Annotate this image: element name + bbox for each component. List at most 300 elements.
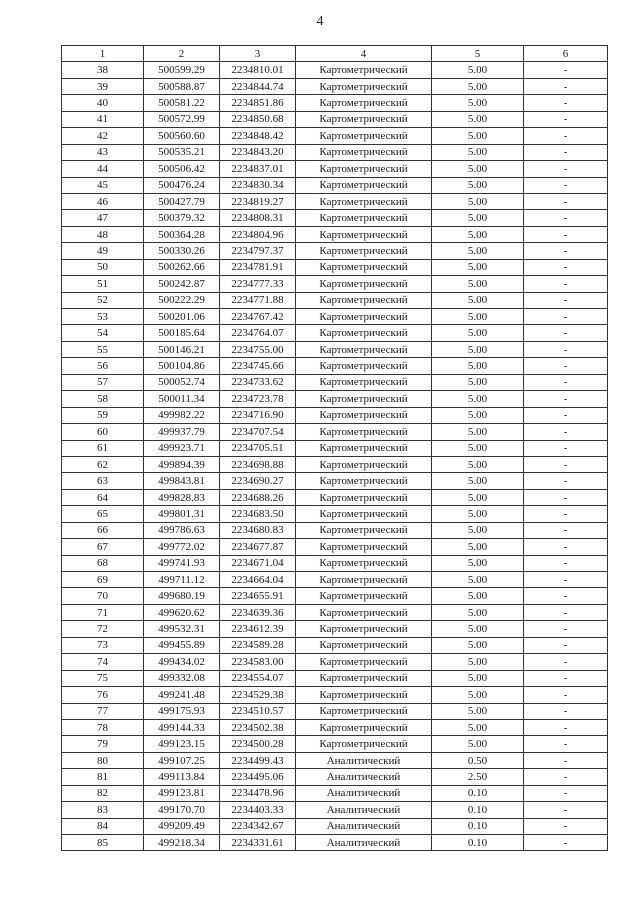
table-row [62, 341, 608, 357]
x-coordinate-cell: 499218.34 [144, 835, 220, 851]
point-number-cell: 85 [62, 835, 144, 851]
note-cell: - [524, 621, 608, 637]
x-coordinate-cell: 500146.21 [144, 341, 220, 357]
y-coordinate-cell: 2234850.68 [220, 111, 296, 127]
note-cell: - [524, 128, 608, 144]
table-row [62, 670, 608, 686]
table-row [62, 325, 608, 341]
column-header-2: 2 [144, 46, 220, 62]
point-number-cell: 63 [62, 473, 144, 489]
x-coordinate-cell: 499107.25 [144, 752, 220, 768]
note-cell: - [524, 210, 608, 226]
accuracy-cell: 5.00 [432, 62, 524, 78]
method-cell: Картометрический [296, 555, 432, 571]
point-number-cell: 58 [62, 391, 144, 407]
method-cell: Картометрический [296, 111, 432, 127]
note-cell: - [524, 555, 608, 571]
point-number-cell: 39 [62, 78, 144, 94]
accuracy-cell: 5.00 [432, 177, 524, 193]
y-coordinate-cell: 2234478.96 [220, 785, 296, 801]
x-coordinate-cell: 500427.79 [144, 193, 220, 209]
accuracy-cell: 5.00 [432, 506, 524, 522]
table-row [62, 424, 608, 440]
y-coordinate-cell: 2234767.42 [220, 309, 296, 325]
note-cell: - [524, 193, 608, 209]
accuracy-cell: 5.00 [432, 555, 524, 571]
accuracy-cell: 5.00 [432, 539, 524, 555]
note-cell: - [524, 489, 608, 505]
note-cell: - [524, 161, 608, 177]
point-number-cell: 43 [62, 144, 144, 160]
note-cell: - [524, 177, 608, 193]
method-cell: Картометрический [296, 473, 432, 489]
header-row [62, 46, 608, 62]
point-number-cell: 41 [62, 111, 144, 127]
note-cell: - [524, 144, 608, 160]
table-row [62, 226, 608, 242]
point-number-cell: 70 [62, 588, 144, 604]
x-coordinate-cell: 499923.71 [144, 440, 220, 456]
x-coordinate-cell: 500185.64 [144, 325, 220, 341]
note-cell: - [524, 687, 608, 703]
accuracy-cell: 5.00 [432, 440, 524, 456]
table-row [62, 555, 608, 571]
table-row [62, 752, 608, 768]
point-number-cell: 75 [62, 670, 144, 686]
y-coordinate-cell: 2234683.50 [220, 506, 296, 522]
point-number-cell: 79 [62, 736, 144, 752]
point-number-cell: 76 [62, 687, 144, 703]
note-cell: - [524, 703, 608, 719]
accuracy-cell: 5.00 [432, 604, 524, 620]
note-cell: - [524, 95, 608, 111]
accuracy-cell: 5.00 [432, 391, 524, 407]
y-coordinate-cell: 2234819.27 [220, 193, 296, 209]
point-number-cell: 46 [62, 193, 144, 209]
column-header-5: 5 [432, 46, 524, 62]
x-coordinate-cell: 499241.48 [144, 687, 220, 703]
table-row [62, 309, 608, 325]
point-number-cell: 65 [62, 506, 144, 522]
method-cell: Картометрический [296, 193, 432, 209]
point-number-cell: 56 [62, 358, 144, 374]
x-coordinate-cell: 499332.08 [144, 670, 220, 686]
accuracy-cell: 5.00 [432, 637, 524, 653]
method-cell: Картометрический [296, 407, 432, 423]
accuracy-cell: 5.00 [432, 128, 524, 144]
note-cell: - [524, 818, 608, 834]
method-cell: Картометрический [296, 62, 432, 78]
note-cell: - [524, 276, 608, 292]
method-cell: Картометрический [296, 144, 432, 160]
note-cell: - [524, 226, 608, 242]
method-cell: Картометрический [296, 687, 432, 703]
point-number-cell: 61 [62, 440, 144, 456]
y-coordinate-cell: 2234755.00 [220, 341, 296, 357]
column-header-6: 6 [524, 46, 608, 62]
table-row [62, 506, 608, 522]
accuracy-cell: 5.00 [432, 95, 524, 111]
y-coordinate-cell: 2234331.61 [220, 835, 296, 851]
point-number-cell: 53 [62, 309, 144, 325]
table-row [62, 687, 608, 703]
x-coordinate-cell: 500476.24 [144, 177, 220, 193]
point-number-cell: 49 [62, 243, 144, 259]
y-coordinate-cell: 2234797.37 [220, 243, 296, 259]
y-coordinate-cell: 2234808.31 [220, 210, 296, 226]
table-row [62, 769, 608, 785]
method-cell: Картометрический [296, 259, 432, 275]
accuracy-cell: 0.50 [432, 752, 524, 768]
point-number-cell: 67 [62, 539, 144, 555]
accuracy-cell: 5.00 [432, 703, 524, 719]
method-cell: Аналитический [296, 785, 432, 801]
point-number-cell: 80 [62, 752, 144, 768]
accuracy-cell: 5.00 [432, 670, 524, 686]
point-number-cell: 40 [62, 95, 144, 111]
y-coordinate-cell: 2234716.90 [220, 407, 296, 423]
note-cell: - [524, 654, 608, 670]
table-row [62, 259, 608, 275]
accuracy-cell: 5.00 [432, 374, 524, 390]
accuracy-cell: 5.00 [432, 736, 524, 752]
accuracy-cell: 5.00 [432, 621, 524, 637]
method-cell: Картометрический [296, 325, 432, 341]
x-coordinate-cell: 499937.79 [144, 424, 220, 440]
note-cell: - [524, 473, 608, 489]
y-coordinate-cell: 2234403.33 [220, 802, 296, 818]
table-row [62, 621, 608, 637]
point-number-cell: 57 [62, 374, 144, 390]
x-coordinate-cell: 500330.26 [144, 243, 220, 259]
point-number-cell: 47 [62, 210, 144, 226]
table-row [62, 719, 608, 735]
table-row [62, 78, 608, 94]
point-number-cell: 52 [62, 292, 144, 308]
table-row [62, 177, 608, 193]
point-number-cell: 38 [62, 62, 144, 78]
method-cell: Картометрический [296, 78, 432, 94]
y-coordinate-cell: 2234639.36 [220, 604, 296, 620]
accuracy-cell: 5.00 [432, 276, 524, 292]
table-row [62, 210, 608, 226]
method-cell: Аналитический [296, 802, 432, 818]
method-cell: Картометрический [296, 637, 432, 653]
method-cell: Картометрический [296, 391, 432, 407]
method-cell: Картометрический [296, 604, 432, 620]
table-row [62, 802, 608, 818]
y-coordinate-cell: 2234342.67 [220, 818, 296, 834]
y-coordinate-cell: 2234745.66 [220, 358, 296, 374]
x-coordinate-cell: 500588.87 [144, 78, 220, 94]
y-coordinate-cell: 2234844.74 [220, 78, 296, 94]
method-cell: Картометрический [296, 177, 432, 193]
point-number-cell: 48 [62, 226, 144, 242]
table-row [62, 818, 608, 834]
accuracy-cell: 5.00 [432, 292, 524, 308]
y-coordinate-cell: 2234848.42 [220, 128, 296, 144]
note-cell: - [524, 243, 608, 259]
method-cell: Картометрический [296, 440, 432, 456]
table-row [62, 144, 608, 160]
note-cell: - [524, 111, 608, 127]
method-cell: Аналитический [296, 835, 432, 851]
note-cell: - [524, 572, 608, 588]
x-coordinate-cell: 499772.02 [144, 539, 220, 555]
x-coordinate-cell: 499801.31 [144, 506, 220, 522]
point-number-cell: 71 [62, 604, 144, 620]
x-coordinate-cell: 499170.70 [144, 802, 220, 818]
accuracy-cell: 5.00 [432, 144, 524, 160]
table-row [62, 374, 608, 390]
x-coordinate-cell: 499455.89 [144, 637, 220, 653]
point-number-cell: 42 [62, 128, 144, 144]
y-coordinate-cell: 2234707.54 [220, 424, 296, 440]
y-coordinate-cell: 2234583.00 [220, 654, 296, 670]
table-row [62, 193, 608, 209]
note-cell: - [524, 769, 608, 785]
y-coordinate-cell: 2234804.96 [220, 226, 296, 242]
table-row [62, 522, 608, 538]
note-cell: - [524, 785, 608, 801]
x-coordinate-cell: 499620.62 [144, 604, 220, 620]
note-cell: - [524, 835, 608, 851]
accuracy-cell: 5.00 [432, 226, 524, 242]
table-body [62, 62, 608, 851]
x-coordinate-cell: 499123.81 [144, 785, 220, 801]
accuracy-cell: 5.00 [432, 489, 524, 505]
y-coordinate-cell: 2234554.07 [220, 670, 296, 686]
table-row [62, 243, 608, 259]
note-cell: - [524, 752, 608, 768]
accuracy-cell: 0.10 [432, 835, 524, 851]
accuracy-cell: 5.00 [432, 424, 524, 440]
note-cell: - [524, 802, 608, 818]
accuracy-cell: 2.50 [432, 769, 524, 785]
y-coordinate-cell: 2234764.07 [220, 325, 296, 341]
x-coordinate-cell: 499680.19 [144, 588, 220, 604]
column-header-4: 4 [296, 46, 432, 62]
accuracy-cell: 0.10 [432, 802, 524, 818]
x-coordinate-cell: 499786.63 [144, 522, 220, 538]
table-row [62, 161, 608, 177]
table-row [62, 111, 608, 127]
table-row [62, 604, 608, 620]
table-row [62, 785, 608, 801]
y-coordinate-cell: 2234589.28 [220, 637, 296, 653]
column-header-3: 3 [220, 46, 296, 62]
method-cell: Картометрический [296, 654, 432, 670]
point-number-cell: 74 [62, 654, 144, 670]
table-row [62, 637, 608, 653]
table-row [62, 292, 608, 308]
y-coordinate-cell: 2234495.06 [220, 769, 296, 785]
accuracy-cell: 5.00 [432, 456, 524, 472]
note-cell: - [524, 588, 608, 604]
y-coordinate-cell: 2234502.38 [220, 719, 296, 735]
point-number-cell: 64 [62, 489, 144, 505]
table-row [62, 588, 608, 604]
note-cell: - [524, 62, 608, 78]
note-cell: - [524, 341, 608, 357]
method-cell: Картометрический [296, 539, 432, 555]
x-coordinate-cell: 499532.31 [144, 621, 220, 637]
note-cell: - [524, 325, 608, 341]
y-coordinate-cell: 2234771.88 [220, 292, 296, 308]
point-number-cell: 77 [62, 703, 144, 719]
table-row [62, 654, 608, 670]
x-coordinate-cell: 500201.06 [144, 309, 220, 325]
accuracy-cell: 5.00 [432, 687, 524, 703]
column-header-1: 1 [62, 46, 144, 62]
y-coordinate-cell: 2234680.83 [220, 522, 296, 538]
x-coordinate-cell: 499209.49 [144, 818, 220, 834]
accuracy-cell: 5.00 [432, 309, 524, 325]
note-cell: - [524, 424, 608, 440]
method-cell: Картометрический [296, 210, 432, 226]
x-coordinate-cell: 499982.22 [144, 407, 220, 423]
method-cell: Картометрический [296, 736, 432, 752]
method-cell: Картометрический [296, 621, 432, 637]
y-coordinate-cell: 2234612.39 [220, 621, 296, 637]
table-row [62, 358, 608, 374]
y-coordinate-cell: 2234705.51 [220, 440, 296, 456]
accuracy-cell: 5.00 [432, 259, 524, 275]
x-coordinate-cell: 500379.32 [144, 210, 220, 226]
method-cell: Картометрический [296, 456, 432, 472]
point-number-cell: 68 [62, 555, 144, 571]
coordinates-table [61, 45, 608, 851]
note-cell: - [524, 391, 608, 407]
method-cell: Картометрический [296, 703, 432, 719]
x-coordinate-cell: 500052.74 [144, 374, 220, 390]
accuracy-cell: 5.00 [432, 325, 524, 341]
y-coordinate-cell: 2234664.04 [220, 572, 296, 588]
method-cell: Аналитический [296, 752, 432, 768]
table-row [62, 473, 608, 489]
x-coordinate-cell: 500104.86 [144, 358, 220, 374]
y-coordinate-cell: 2234688.26 [220, 489, 296, 505]
note-cell: - [524, 440, 608, 456]
y-coordinate-cell: 2234698.88 [220, 456, 296, 472]
point-number-cell: 81 [62, 769, 144, 785]
method-cell: Аналитический [296, 769, 432, 785]
point-number-cell: 78 [62, 719, 144, 735]
table-row [62, 539, 608, 555]
accuracy-cell: 5.00 [432, 193, 524, 209]
table-row [62, 62, 608, 78]
method-cell: Картометрический [296, 572, 432, 588]
x-coordinate-cell: 500506.42 [144, 161, 220, 177]
x-coordinate-cell: 500011.34 [144, 391, 220, 407]
point-number-cell: 62 [62, 456, 144, 472]
y-coordinate-cell: 2234499.43 [220, 752, 296, 768]
note-cell: - [524, 604, 608, 620]
note-cell: - [524, 506, 608, 522]
x-coordinate-cell: 499741.93 [144, 555, 220, 571]
x-coordinate-cell: 500364.28 [144, 226, 220, 242]
x-coordinate-cell: 500581.22 [144, 95, 220, 111]
point-number-cell: 55 [62, 341, 144, 357]
note-cell: - [524, 539, 608, 555]
x-coordinate-cell: 500572.99 [144, 111, 220, 127]
x-coordinate-cell: 499828.83 [144, 489, 220, 505]
x-coordinate-cell: 499144.33 [144, 719, 220, 735]
method-cell: Картометрический [296, 292, 432, 308]
note-cell: - [524, 309, 608, 325]
x-coordinate-cell: 500262.66 [144, 259, 220, 275]
note-cell: - [524, 407, 608, 423]
accuracy-cell: 5.00 [432, 654, 524, 670]
point-number-cell: 50 [62, 259, 144, 275]
x-coordinate-cell: 499123.15 [144, 736, 220, 752]
y-coordinate-cell: 2234830.34 [220, 177, 296, 193]
table-row [62, 440, 608, 456]
method-cell: Картометрический [296, 719, 432, 735]
table-row [62, 276, 608, 292]
x-coordinate-cell: 499711.12 [144, 572, 220, 588]
note-cell: - [524, 292, 608, 308]
y-coordinate-cell: 2234781.91 [220, 259, 296, 275]
x-coordinate-cell: 500560.60 [144, 128, 220, 144]
note-cell: - [524, 522, 608, 538]
accuracy-cell: 5.00 [432, 111, 524, 127]
method-cell: Картометрический [296, 276, 432, 292]
method-cell: Картометрический [296, 489, 432, 505]
y-coordinate-cell: 2234677.87 [220, 539, 296, 555]
x-coordinate-cell: 499113.84 [144, 769, 220, 785]
y-coordinate-cell: 2234843.20 [220, 144, 296, 160]
point-number-cell: 60 [62, 424, 144, 440]
accuracy-cell: 5.00 [432, 341, 524, 357]
accuracy-cell: 0.10 [432, 818, 524, 834]
x-coordinate-cell: 500222.29 [144, 292, 220, 308]
accuracy-cell: 5.00 [432, 588, 524, 604]
method-cell: Картометрический [296, 522, 432, 538]
accuracy-cell: 5.00 [432, 407, 524, 423]
table-row [62, 703, 608, 719]
point-number-cell: 44 [62, 161, 144, 177]
x-coordinate-cell: 499434.02 [144, 654, 220, 670]
table-row [62, 572, 608, 588]
note-cell: - [524, 719, 608, 735]
method-cell: Картометрический [296, 424, 432, 440]
x-coordinate-cell: 500599.29 [144, 62, 220, 78]
x-coordinate-cell: 499843.81 [144, 473, 220, 489]
table-row [62, 95, 608, 111]
accuracy-cell: 0.10 [432, 785, 524, 801]
method-cell: Картометрический [296, 506, 432, 522]
x-coordinate-cell: 499175.93 [144, 703, 220, 719]
method-cell: Картометрический [296, 128, 432, 144]
point-number-cell: 69 [62, 572, 144, 588]
table-row [62, 456, 608, 472]
accuracy-cell: 5.00 [432, 572, 524, 588]
method-cell: Картометрический [296, 95, 432, 111]
point-number-cell: 84 [62, 818, 144, 834]
accuracy-cell: 5.00 [432, 161, 524, 177]
note-cell: - [524, 358, 608, 374]
y-coordinate-cell: 2234655.91 [220, 588, 296, 604]
accuracy-cell: 5.00 [432, 210, 524, 226]
note-cell: - [524, 670, 608, 686]
method-cell: Картометрический [296, 670, 432, 686]
method-cell: Картометрический [296, 341, 432, 357]
table-row [62, 835, 608, 851]
y-coordinate-cell: 2234837.01 [220, 161, 296, 177]
point-number-cell: 72 [62, 621, 144, 637]
point-number-cell: 51 [62, 276, 144, 292]
